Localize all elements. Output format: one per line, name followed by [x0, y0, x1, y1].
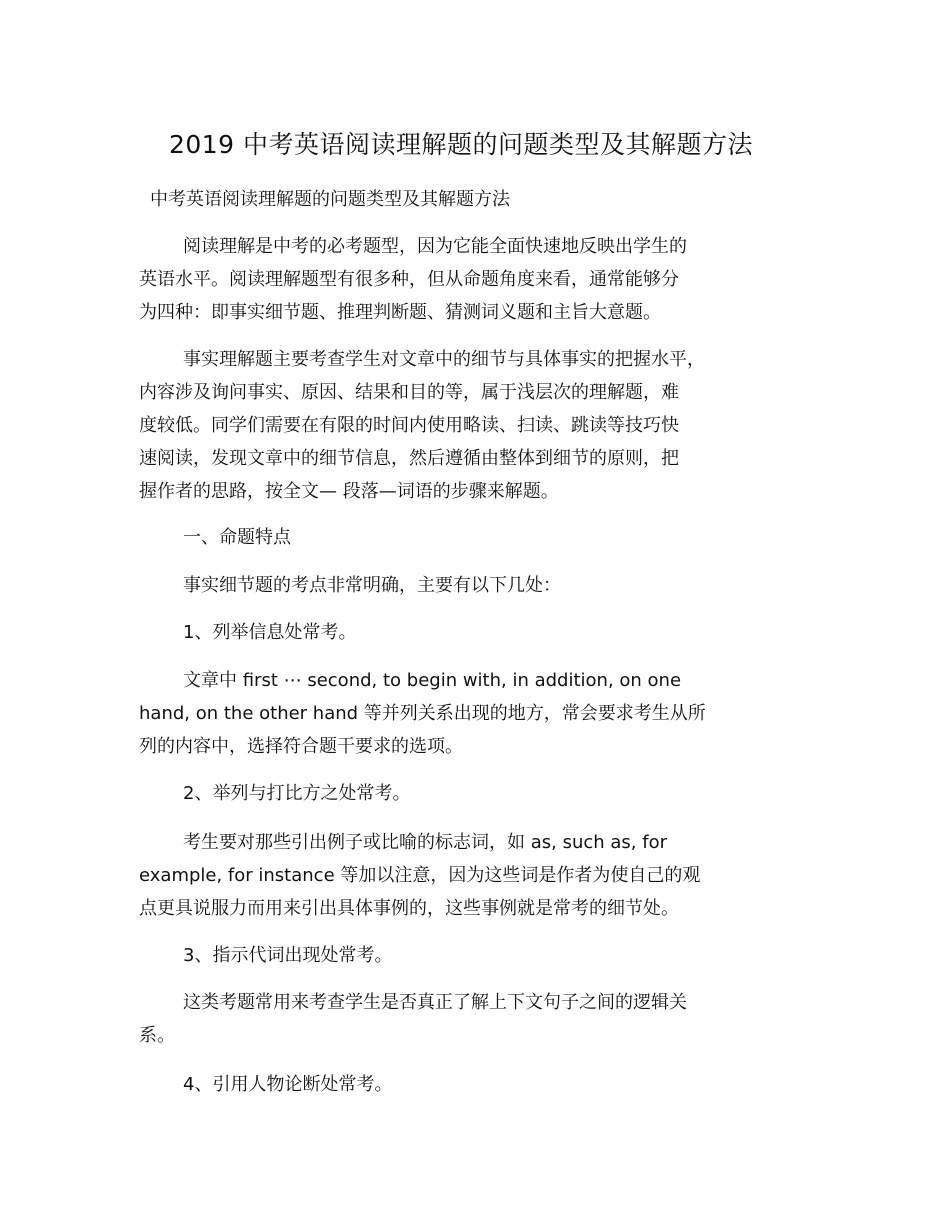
paragraph-line: 度较低。同学们需要在有限的时间内使用略读、扫读、跳读等技巧快: [139, 415, 679, 436]
paragraph-line: 阅读理解是中考的必考题型，因为它能全面快速地反映出学生的: [183, 236, 687, 257]
section-heading: 一、命题特点: [183, 527, 291, 548]
paragraph-line: 速阅读，发现文章中的细节信息，然后遵循由整体到细节的原则，把: [139, 448, 679, 469]
paragraph-line: 文章中 first ⋯ second, to begin with, in addition, on one: [183, 670, 682, 691]
paragraph-examples: [139, 826, 829, 925]
list-item-heading: 4、引用人物论断处常考。: [183, 1074, 393, 1095]
paragraph-enumeration: [139, 664, 829, 763]
document-subtitle: 中考英语阅读理解题的问题类型及其解题方法: [150, 189, 510, 210]
paragraph-line: 英语水平。阅读理解题型有很多种，但从命题角度来看，通常能够分: [139, 269, 679, 290]
paragraph-line: 系。: [139, 1025, 175, 1046]
paragraph-line: 事实理解题主要考查学生对文章中的细节与具体事实的把握水平，: [183, 349, 705, 370]
paragraph-line: 这类考题常用来考查学生是否真正了解上下文句子之间的逻辑关: [183, 992, 687, 1013]
list-item-heading: 2、举列与打比方之处常考。: [183, 783, 411, 804]
list-item-heading: 3、指示代词出现处常考。: [183, 945, 393, 966]
document-title: 2019 中考英语阅读理解题的问题类型及其解题方法: [168, 130, 754, 159]
paragraph-line: 考生要对那些引出例子或比喻的标志词，如 as, such as, for: [183, 832, 667, 853]
paragraph-fact-questions: [139, 343, 829, 508]
paragraph-line: 点更具说服力而用来引出具体事例的，这些事例就是常考的细节处。: [139, 898, 679, 919]
paragraph-line: 列的内容中，选择符合题干要求的选项。: [139, 736, 463, 757]
paragraph-line: 为四种：即事实细节题、推理判断题、猜测词义题和主旨大意题。: [139, 302, 661, 323]
paragraph-line: 内容涉及询问事实、原因、结果和目的等，属于浅层次的理解题，难: [139, 382, 679, 403]
paragraph-intro: [139, 230, 829, 329]
paragraph-line: hand, on the other hand 等并列关系出现的地方，常会要求考生从所: [139, 703, 706, 724]
list-item-heading: 1、列举信息处常考。: [183, 622, 357, 643]
paragraph-line: 事实细节题的考点非常明确，主要有以下几处：: [183, 575, 561, 596]
paragraph-line: 握作者的思路，按全文— 段落—词语的步骤来解题。: [139, 481, 559, 502]
paragraph-logic: [139, 986, 829, 1052]
paragraph-line: example, for instance 等加以注意，因为这些词是作者为使自己的观: [139, 865, 701, 886]
